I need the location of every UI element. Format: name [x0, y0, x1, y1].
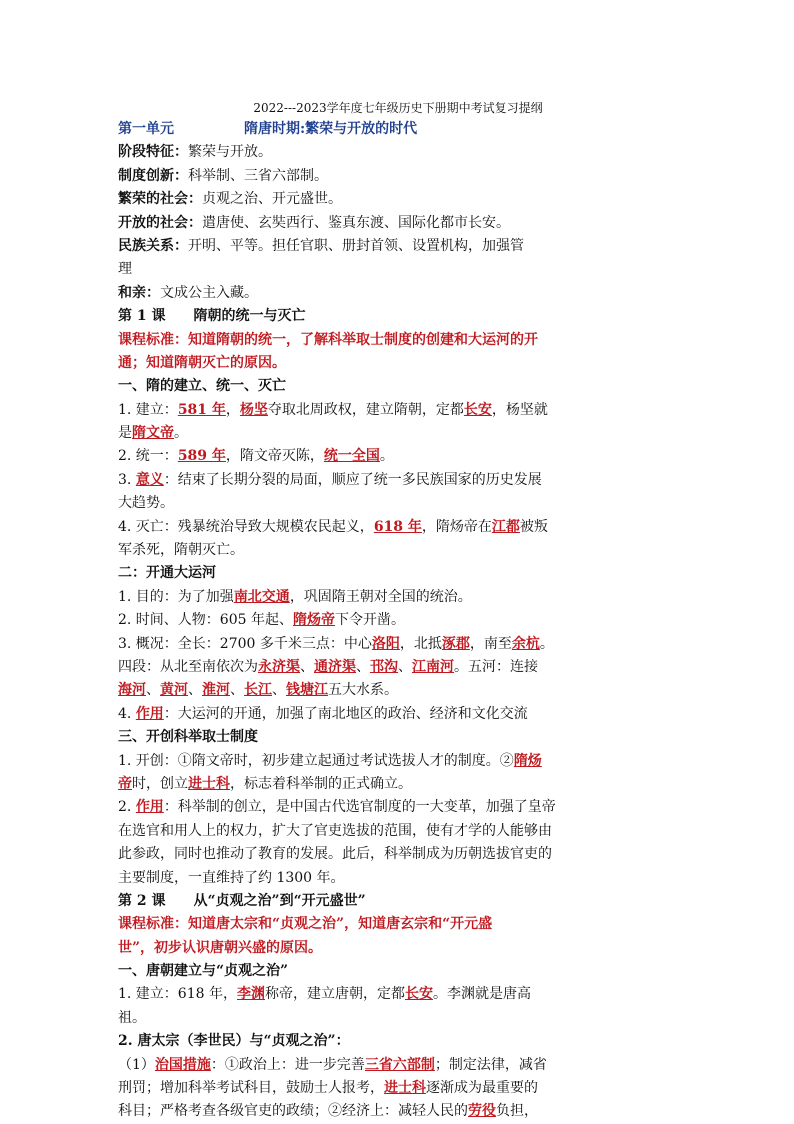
keyword: 作用 — [135, 705, 164, 722]
keyword: 隋炀 — [513, 752, 542, 769]
tang-establish-line: 1. 建立：618 年，李渊称帝，建立唐朝，定都长安。李渊就是唐高 — [118, 986, 531, 1003]
sui-significance-line: 3. 意义：结束了长期分裂的局面，顺应了统一多民族国家的历史发展 — [118, 471, 542, 488]
lesson-title: 隋朝的统一与灭亡 — [193, 308, 306, 325]
sui-fall-line: 4. 灭亡：残暴统治导致大规模农民起义，618 年，隋炀帝在江都被叛 — [118, 518, 548, 535]
keyword: 钱塘江 — [286, 682, 328, 699]
keyword: 进士科 — [188, 775, 230, 792]
lesson-title: 从“贞观之治”到“开元盛世” — [193, 892, 366, 909]
keyword: 589 年 — [177, 448, 226, 465]
keyword: 长安 — [404, 986, 433, 1003]
line-label: 阶段特征： — [118, 144, 188, 161]
canal-sections-line: 四段：从北至南依次为永济渠、通济渠、邗沟、江南河。五河：连接 — [118, 658, 538, 675]
curriculum-standard-1b: 通；知道隋朝灭亡的原因。 — [118, 354, 286, 371]
keju-effect-line-2: 在选官和用人上的权力，扩大了官吏选拔的范围，使有才学的人能够由 — [118, 822, 552, 839]
canal-rivers-line: 海河、黄河、淮河、长江、钱塘江五大水系。 — [118, 682, 398, 699]
keyword: 余杭 — [511, 635, 540, 652]
heqin-line — [118, 282, 678, 305]
keyword: 隋炀帝 — [292, 612, 335, 629]
keyword: 意义 — [135, 471, 164, 488]
section-sui-heading: 一、隋的建立、统一、灭亡 — [118, 378, 286, 395]
lesson2-heading — [118, 890, 678, 913]
stage-feature-line — [118, 141, 678, 164]
keyword: 统一全国 — [323, 448, 380, 465]
sui-establish-line-cont: 是隋文帝。 — [118, 425, 188, 442]
keyword: 618 年 — [373, 518, 422, 535]
line-text: 繁荣与开放。 — [188, 144, 272, 161]
taizong-heading: 2. 唐太宗（李世民）与“贞观之治”： — [118, 1033, 350, 1050]
keyword: 隋文帝 — [132, 425, 174, 442]
keju-effect-line: 2. 作用：科举制的创立，是中国古代选官制度的一大变革，加强了皇帝 — [118, 799, 556, 816]
document-page — [118, 98, 678, 1124]
curriculum-standard-2a: 课程标准：知道唐太宗和“贞观之治”，知道唐玄宗和“开元盛 — [118, 916, 493, 933]
keyword: 通济渠 — [314, 658, 356, 675]
line-label: 繁荣的社会： — [118, 191, 202, 208]
section-canal-heading: 二：开通大运河 — [118, 565, 216, 582]
keyword: 邗沟 — [370, 658, 398, 675]
section-tang-heading: 一、唐朝建立与“贞观之治” — [118, 963, 289, 980]
sui-significance-line-cont: 大趋势。 — [118, 495, 174, 512]
curriculum-standard-1a: 课程标准：知道隋朝的统一，了解科举取士制度的创建和大运河的开 — [118, 331, 538, 348]
unit-heading — [118, 118, 678, 141]
taizong-measures-line-2: 刑罚；增加科举考试科目，鼓励士人报考，进士科逐渐成为最重要的 — [118, 1080, 538, 1097]
lesson-label: 第 1 课 — [118, 308, 166, 325]
keyword: 李渊 — [236, 986, 265, 1003]
line-label: 制度创新： — [118, 167, 188, 184]
keyword: 洛阳 — [371, 635, 400, 652]
keyword: 黄河 — [160, 682, 188, 699]
keyword: 海河 — [118, 682, 146, 699]
document-title: 2022---2023学年度七年级历史下册期中考试复习提纲 — [253, 101, 543, 115]
ethnic-relations-line — [118, 235, 678, 258]
keju-founding-line-cont: 帝时，创立进士科，标志着科举制的正式确立。 — [118, 775, 412, 792]
keyword: 杨坚 — [239, 401, 268, 418]
keju-founding-line: 1. 开创：①隋文帝时，初步建立起通过考试选拔人才的制度。②隋炀 — [118, 752, 542, 769]
ethnic-relations-line-cont: 理 — [118, 261, 132, 278]
curriculum-standard-2b: 世”，初步认识唐朝兴盛的原因。 — [118, 939, 323, 956]
section-keju-heading: 三、开创科举取士制度 — [118, 729, 258, 746]
line-text: 文成公主入藏。 — [160, 284, 258, 301]
canal-time-line: 2. 时间、人物：605 年起、隋炀帝下令开凿。 — [118, 612, 405, 629]
keyword: 淮河 — [202, 682, 230, 699]
line-text: 开明、平等。担任官职、册封首领、设置机构，加强管 — [188, 237, 524, 254]
sui-establish-line: 1. 建立：581 年，杨坚夺取北周政权，建立隋朝，定都长安，杨坚就 — [118, 401, 548, 418]
keyword: 永济渠 — [258, 658, 300, 675]
keyword: 三省六部制 — [364, 1056, 435, 1073]
sui-unify-line: 2. 统一：589 年，隋文帝灭陈，统一全国。 — [118, 448, 394, 465]
keyword: 581 年 — [177, 401, 226, 418]
keyword: 作用 — [135, 799, 164, 816]
system-innovation-line — [118, 165, 678, 188]
open-society-line — [118, 212, 678, 235]
keju-effect-line-3: 此参政，同时也推动了教育的发展。此后，科举制成为历朝选拔官吏的 — [118, 846, 552, 863]
canal-overview-line: 3. 概况：全长：2700 多千米三点：中心洛阳，北抵涿郡，南至余杭。 — [118, 635, 554, 652]
keyword: 劳役 — [468, 1103, 496, 1120]
line-label: 开放的社会： — [118, 214, 202, 231]
keyword: 治国措施 — [154, 1056, 211, 1073]
keyword: 进士科 — [384, 1080, 426, 1097]
line-text: 贞观之治、开元盛世。 — [202, 191, 342, 208]
keyword: 江都 — [491, 518, 520, 535]
keyword: 长江 — [244, 682, 272, 699]
sui-fall-line-cont: 军杀死，隋朝灭亡。 — [118, 542, 244, 559]
line-label: 和亲： — [118, 284, 160, 301]
unit-title: 隋唐时期:繁荣与开放的时代 — [244, 121, 418, 137]
taizong-measures-line-3: 科目；严格考查各级官吏的政绩；②经济上：减轻人民的劳役负担， — [118, 1103, 538, 1120]
taizong-measures-line: （1）治国措施：①政治上：进一步完善三省六部制；制定法律，减省 — [118, 1056, 547, 1073]
canal-purpose-line: 1. 目的：为了加强南北交通，巩固隋王朝对全国的统治。 — [118, 588, 472, 605]
line-text: 科举制、三省六部制。 — [188, 167, 328, 184]
keyword: 南北交通 — [233, 588, 290, 605]
canal-effect-line: 4. 作用：大运河的开通，加强了南北地区的政治、经济和文化交流 — [118, 705, 528, 722]
tang-establish-line-cont: 祖。 — [118, 1009, 146, 1026]
keyword: 江南河 — [412, 658, 454, 675]
prosperous-society-line — [118, 188, 678, 211]
keju-effect-line-4: 主要制度，一直维持了约 1300 年。 — [118, 869, 345, 886]
keyword: 帝 — [118, 775, 132, 792]
keyword: 长安 — [463, 401, 492, 418]
line-label: 民族关系： — [118, 237, 188, 254]
lesson1-heading — [118, 305, 678, 328]
line-text: 遣唐使、玄奘西行、鉴真东渡、国际化都市长安。 — [202, 214, 510, 231]
keyword: 涿郡 — [441, 635, 470, 652]
unit-label: 第一单元 — [118, 121, 174, 137]
lesson-label: 第 2 课 — [118, 892, 166, 909]
